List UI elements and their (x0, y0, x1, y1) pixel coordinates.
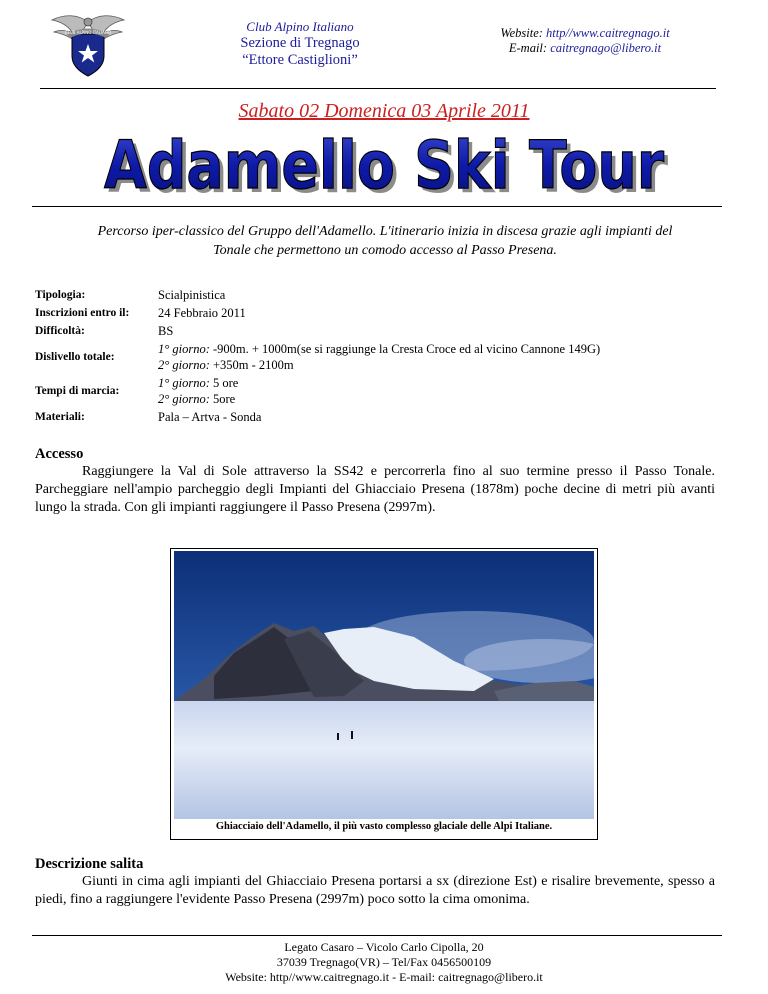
title-graphic (74, 126, 694, 206)
tipologia-label: Tipologia: (35, 289, 86, 301)
info-row-dislivello (35, 340, 735, 374)
club-header (210, 18, 390, 69)
dislivello-day1: 1° giorno: (158, 342, 210, 356)
accesso-text: Raggiungere la Val di Sole attraverso la SS42 e percorrerla fino al suo termine presso il Passo Tonale. Parcheggiare nell'ampio parcheggio degli Impianti del Ghiacciaio Presena (1878m) poche decine di metri più avanti lungo la strada. Con gli impianti raggiungere il Passo Presena (2997m). (35, 464, 715, 515)
materiali-value: Pala – Artva - Sonda (158, 410, 262, 424)
difficolta-value: BS (158, 324, 174, 338)
dislivello-day2: 2° giorno: (158, 358, 210, 372)
iscrizioni-label: Inscrizioni entro il: (35, 307, 130, 319)
salita-text: Giunti in cima agli impianti del Ghiacciaio Presena portarsi a sx (direzione Est) e risalire brevemente, spesso a piedi, fino a raggiungere l'evidente Passo Presena (2997m) poco sotto la cima omonima. (35, 874, 715, 907)
dislivello-val1: -900m. + 1000m(se si raggiunge la Cresta Croce ed al vicino Cannone 149G) (209, 342, 601, 356)
tempi-day2: 2° giorno: (158, 392, 210, 406)
email-link[interactable]: caitregnago@libero.it (550, 41, 662, 55)
info-row-iscrizioni (35, 304, 735, 322)
club-name: Club Alpino Italiano (246, 19, 354, 34)
glacier-photo (174, 551, 594, 819)
info-row-tipologia (35, 286, 735, 304)
accesso-heading: Accesso (35, 446, 84, 462)
photo-caption: Ghiacciaio dell'Adamello, il più vasto complesso glaciale delle Alpi Italiane. (215, 821, 553, 832)
dislivello-value (158, 340, 735, 374)
materiali-label: Materiali: (35, 411, 85, 423)
photo-frame (170, 548, 598, 840)
info-row-materiali (35, 408, 735, 426)
info-row-difficolta (35, 322, 735, 340)
email-label: E-mail: (508, 41, 548, 55)
footer (0, 940, 768, 985)
tipologia-value: Scialpinistica (158, 288, 226, 302)
salita-heading: Descrizione salita (35, 856, 144, 872)
section-name: “Ettore Castiglioni” (242, 52, 358, 68)
tempi-value (158, 374, 735, 408)
website-link[interactable]: http//www.caitregnago.it (546, 26, 670, 40)
title-banner (0, 126, 768, 211)
footer-divider (32, 935, 722, 936)
title-divider (32, 206, 722, 207)
section-label: Sezione di Tregnago (240, 35, 360, 51)
cai-logo (50, 12, 126, 78)
website-label: Website: (500, 26, 543, 40)
footer-phone: 37039 Tregnago(VR) – Tel/Fax 0456500109 (276, 955, 492, 969)
intro-text: Percorso iper-classico del Gruppo dell'Adamello. L'itinerario inizia in discesa grazie agli impianti del Tonale che permettono un comodo accesso al Passo Presena. (97, 224, 673, 258)
tempi-val2: 5ore (209, 392, 236, 406)
footer-contacts: Website: http//www.caitregnago.it - E-mail: caitregnago@libero.it (225, 970, 543, 984)
logo-text: CLUB ALPINO ITALIANO (64, 30, 112, 35)
title-shadow: Adamello Ski Tour (108, 131, 669, 206)
tempi-day1: 1° giorno: (158, 376, 210, 390)
tempi-label: Tempi di marcia: (35, 385, 120, 397)
info-row-tempi (35, 374, 735, 408)
header-divider (40, 88, 716, 89)
dislivello-label: Dislivello totale: (35, 351, 115, 363)
footer-address: Legato Casaro – Vicolo Carlo Cipolla, 20 (284, 940, 484, 954)
difficolta-label: Difficoltà: (35, 325, 85, 337)
info-table (35, 286, 735, 426)
event-date: Sabato 02 Domenica 03 Aprile 2011 (238, 100, 530, 122)
contact-header (470, 26, 700, 56)
title-text: Adamello Ski Tour (104, 127, 665, 204)
tempi-val1: 5 ore (209, 376, 239, 390)
dislivello-val2: +350m - 2100m (209, 358, 294, 372)
iscrizioni-value: 24 Febbraio 2011 (158, 306, 246, 320)
